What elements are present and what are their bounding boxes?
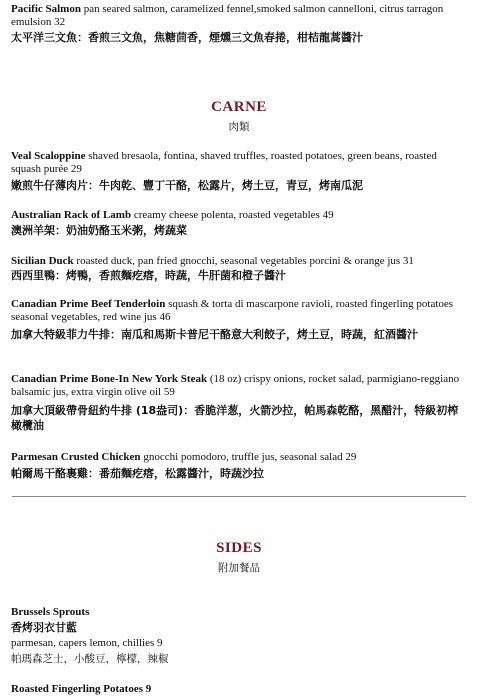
menu-item-pacific-salmon: [11, 3, 467, 29]
item-name: Pacific Salmon: [11, 3, 81, 15]
item-description: squash & torta di mascarpone ravioli, roasted fingerling potatoes seasonal vegetables, red wine jus 46: [11, 298, 454, 323]
item-chinese-description: 加拿大頂級帶骨紐約牛排 (18盎司)：香脆洋葱，火箭沙拉，帕馬森乾酪，黑醋汁，特級初榨橄欖油: [11, 404, 459, 432]
section-subtitle-carne: 肉類: [228, 121, 250, 133]
section-subtitle-sides: 附加餐品: [218, 562, 260, 574]
item-chinese-description: 澳洲羊架：奶油奶酪玉米粥，烤蔬菜: [11, 224, 187, 237]
item-description: (18 oz) crispy onions, rocket salad, parmigiano-reggiano balsamic jus, extra virgin olive oil 59: [11, 373, 460, 398]
menu-item-sicilian-duck: [11, 255, 467, 268]
item-description: creamy cheese polenta, roasted vegetables 49: [131, 209, 334, 221]
item-chinese-description: 西西里鴨：烤鴨，香煎麵疙瘩，時蔬，牛肝菌和橙子醬汁: [11, 269, 286, 282]
item-name: Sicilian Duck: [11, 255, 74, 267]
item-description: pan seared salmon, caramelized fennel,smoked salmon cannelloni, citrus tarragon emulsion 32: [11, 3, 444, 28]
item-chinese-description: 帕爾馬干酪裹雞：番茄麵疙瘩，松露醬汁，時蔬沙拉: [11, 467, 264, 480]
menu-item-parmesan-crusted-chicken: [11, 451, 467, 464]
menu-item-canadian-prime-bone-in-ny-steak: [11, 373, 467, 399]
menu-item-canadian-prime-beef-tenderloin: [11, 298, 467, 324]
section-title-carne: CARNE: [211, 99, 267, 115]
menu-item-veal-scaloppine: [11, 150, 467, 176]
item-name: Brussels Sprouts: [11, 606, 90, 618]
item-description: parmesan, capers lemon, chillies 9: [11, 637, 163, 649]
item-chinese-name: 香烤羽衣甘藍: [11, 621, 77, 634]
section-title-sides: SIDES: [216, 540, 262, 556]
item-chinese-description: 嫩煎牛仔薄肉片：牛肉乾、豐丁干酪，松露片，烤土豆，青豆，烤南瓜泥: [11, 179, 363, 192]
item-description: shaved bresaola, fontina, shaved truffles, roasted potatoes, green beans, roasted squash purée 29: [11, 150, 437, 175]
item-name: Canadian Prime Beef Tenderloin: [11, 298, 166, 310]
item-description: roasted duck, pan fried gnocchi, seasonal vegetables porcini & orange jus 31: [73, 255, 414, 267]
item-chinese-description: 帕瑪森芝士，小酸豆，檸檬，辣椒: [11, 653, 169, 665]
menu-item-australian-rack-of-lamb: [11, 209, 467, 222]
item-name: Roasted Fingerling Potatoes 9: [11, 683, 152, 695]
item-chinese-description: 太平洋三文魚：香煎三文魚，焦糖茴香，煙燻三文魚春捲，柑桔龍蒿醬汁: [11, 31, 363, 44]
item-name: Veal Scaloppine: [11, 150, 86, 162]
item-chinese-description: 加拿大特級菲力牛排：南瓜和馬斯卡普尼干酪意大利餃子，烤土豆，時蔬，紅酒醬汁: [11, 328, 418, 341]
menu-item-roasted-fingerling-potatoes: [11, 683, 467, 696]
section-divider: [12, 496, 466, 497]
item-name: Parmesan Crusted Chicken: [11, 451, 141, 463]
item-description: gnocchi pomodoro, truffle jus, seasonal salad 29: [140, 451, 357, 463]
item-name: Canadian Prime Bone-In New York Steak: [11, 373, 208, 385]
menu-item-brussels-sprouts: [11, 606, 467, 619]
item-name: Australian Rack of Lamb: [11, 209, 132, 221]
